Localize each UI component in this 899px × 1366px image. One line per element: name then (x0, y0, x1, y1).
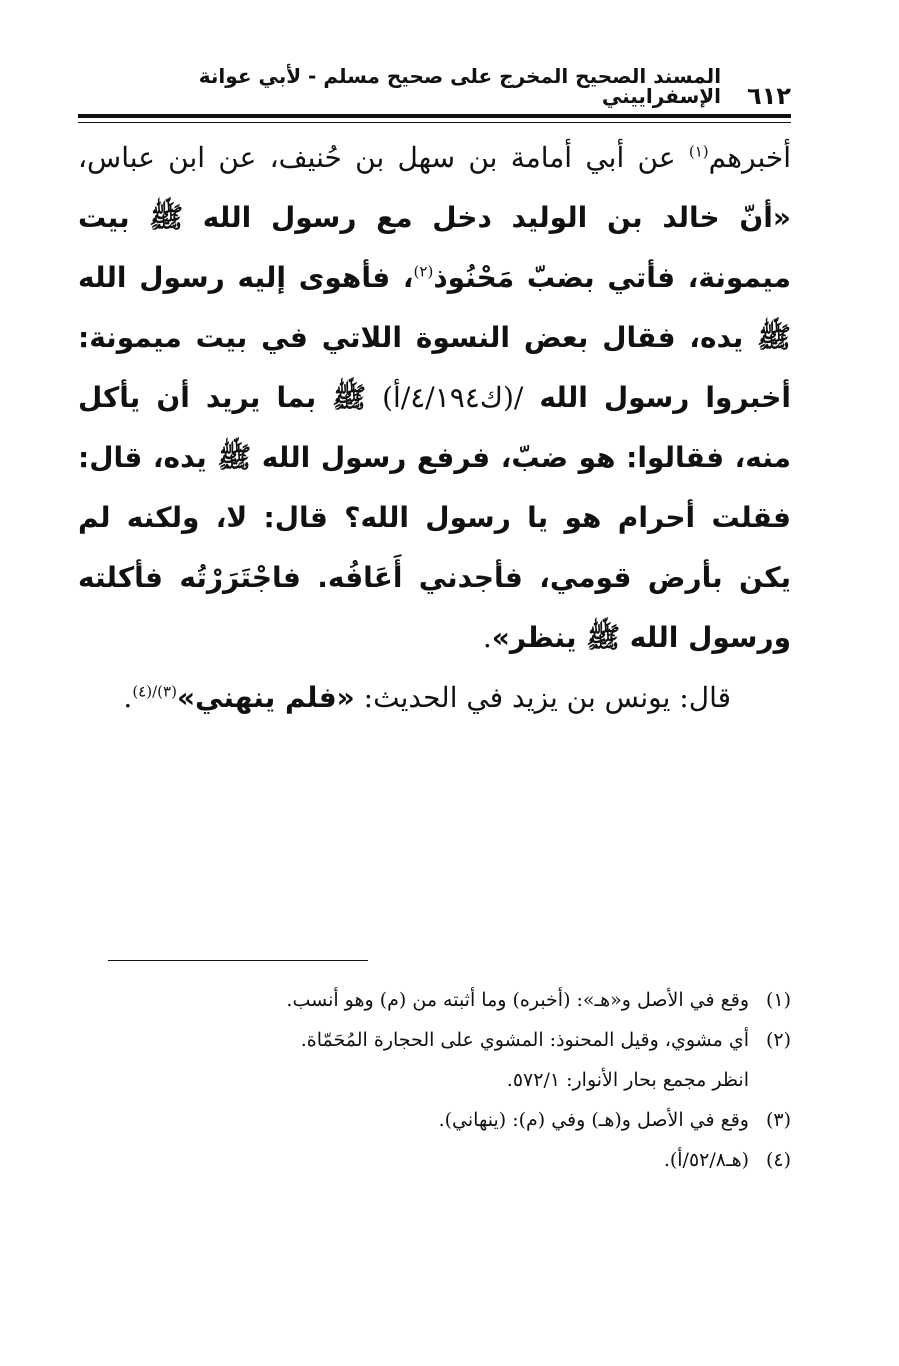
running-header (78, 64, 791, 118)
footnotes (108, 980, 791, 1180)
footnote-divider (108, 960, 368, 961)
note-text: قال: يونس بن يزيد في الحديث: (354, 681, 731, 714)
footnote-2-continuation: انظر مجمع بحار الأنوار: ٥٧٢/١. (506, 1069, 749, 1091)
matn-part-a: «أنّ خالد بن الوليد دخل مع رسول الله ﷺ بيت ميمونة، فأتي بضبّ مَحْنُوذ (78, 201, 791, 294)
paragraph-end: . (482, 621, 492, 654)
footnote-ref-2[interactable]: (٢) (413, 262, 434, 281)
matn-part-b: ، فأهوى إليه رسول الله ﷺ يده، فقال بعض النسوة اللاتي في بيت ميمونة: أخبروا رسول الله (78, 261, 791, 414)
footnote-ref-3[interactable]: (٣) (157, 682, 177, 701)
footnote-text: أي مشوي، وقيل المحنوذ: المشوي على الحجارة المُحَمّاة. (300, 1029, 749, 1051)
running-title: المسند الصحيح المخرج على صحيح مسلم - لأبي عوانة الإسفراييني (198, 64, 722, 108)
footnote-text: (هـ٥٢/٨/أ). (663, 1149, 749, 1171)
footnote-number: (٢) (765, 1029, 791, 1051)
isnad-start: أخبرهم (708, 141, 791, 174)
hadith-paragraph (78, 128, 791, 668)
footnote-ref-4[interactable]: (٤) (132, 682, 153, 701)
footnote-4 (108, 1140, 791, 1180)
footnote-text: وقع في الأصل و(هـ) وفي (م): (ينهاني). (438, 1109, 749, 1131)
footnote-text: وقع في الأصل و«هـ»: (أخبره) وما أثبته من (م) وهو أنسب. (286, 989, 749, 1011)
isnad-text: عن أبي أمامة بن سهل بن حُنيف، عن ابن عباس، (78, 141, 689, 174)
note-quote: «فلم ينهني» (176, 681, 355, 714)
narration-note (78, 668, 791, 728)
footnote-3 (108, 1100, 791, 1140)
page-number: ٦١٢ (747, 82, 791, 110)
footnote-1 (108, 980, 791, 1020)
footnote-number: (١) (765, 989, 791, 1011)
manuscript-marker: /(ك٤/١٩٤/أ) (382, 381, 524, 414)
note-end: . (123, 681, 133, 714)
footnote-2 (108, 1020, 791, 1060)
matn-part-c: ﷺ بما يريد أن يأكل منه، فقالوا: هو ضبّ، فرفع رسول الله ﷺ يده، قال: فقلت أحرام هو يا رسول الله؟ قال: لا، ولكنه لم يكن بأرض قومي، فأجدني أَعَافُه. فاجْتَرَرْتُه فأكلته ورسول الله ﷺ ينظر» (78, 381, 791, 654)
ref-separator: / (152, 682, 158, 701)
main-text (78, 128, 791, 728)
footnote-number: (٣) (765, 1109, 791, 1131)
footnote-number: (٤) (765, 1149, 791, 1171)
footnote-ref-1[interactable]: (١) (688, 142, 709, 161)
